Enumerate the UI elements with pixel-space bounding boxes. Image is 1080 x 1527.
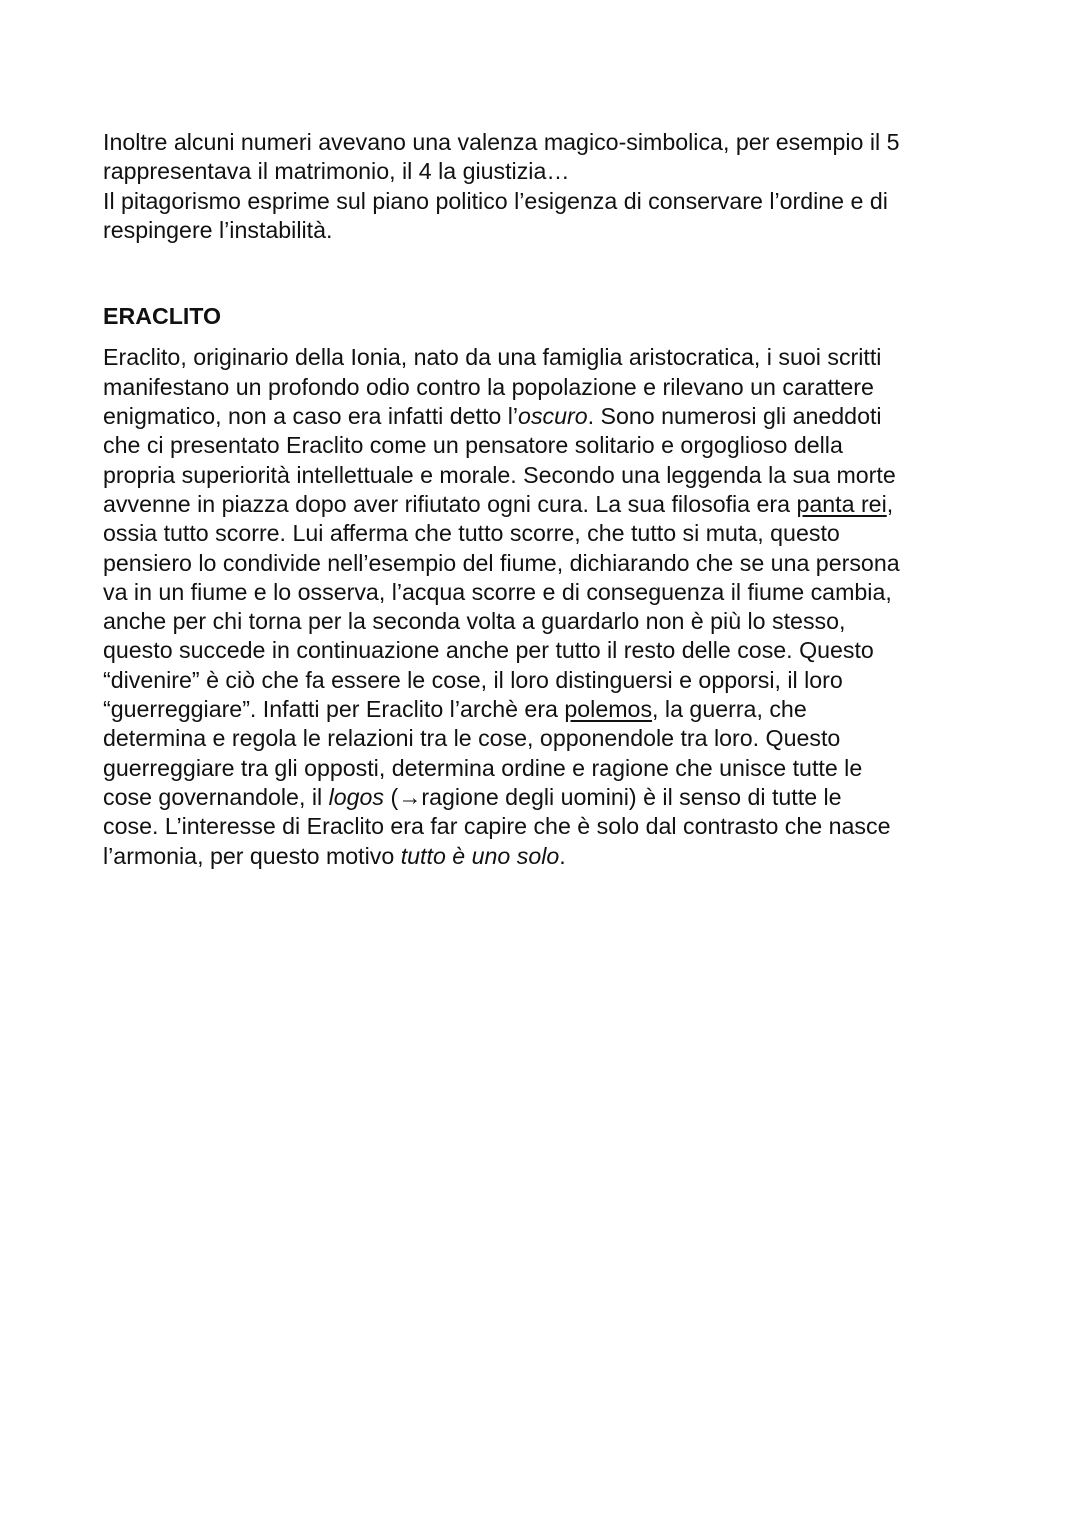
section-heading: ERACLITO	[103, 303, 222, 330]
text-run: l’armonia, per questo motivo	[103, 842, 401, 869]
italic-term-oscuro: oscuro	[518, 403, 588, 430]
text-run: cose governandole, il	[103, 783, 329, 810]
text-line: guerreggiare tra gli opposti, determina ordine e ragione che unisce tutte le	[103, 754, 863, 781]
underlined-term-polemos: polemos	[564, 696, 653, 723]
text-line: Inoltre alcuni numeri avevano una valenza magico-simbolica, per esempio il 5	[103, 129, 900, 155]
text-line	[103, 402, 993, 431]
underlined-term-panta-rei: panta rei	[796, 490, 887, 517]
text-line: Eraclito, originario della Ionia, nato da una famiglia aristocratica, i suoi scritti	[103, 344, 882, 371]
text-run: ,	[886, 490, 894, 517]
text-line	[103, 490, 993, 519]
eraclito-paragraph	[103, 343, 993, 870]
italic-term-logos: logos	[328, 783, 385, 810]
text-line: questo succede in continuazione anche per tutto il resto delle cose. Questo	[103, 637, 874, 664]
text-run: “guerreggiare”. Infatti per Eraclito l’archè era	[103, 696, 565, 723]
text-line: propria superiorità intellettuale e morale. Secondo una leggenda la sua morte	[103, 461, 896, 488]
text-line	[103, 783, 993, 812]
text-line: respingere l’instabilità.	[103, 216, 333, 243]
text-run: avvenne in piazza dopo aver rifiutato ogni cura. La sua filosofia era	[103, 490, 797, 517]
intro-paragraph	[103, 128, 993, 245]
text-run: (→ragione degli uomini) è il senso di tutte le	[384, 783, 842, 810]
italic-phrase-tutto-e-uno-solo: tutto è uno solo	[400, 842, 560, 869]
text-line: determina e regola le relazioni tra le cose, opponendole tra loro. Questo	[103, 725, 841, 752]
text-line: ossia tutto scorre. Lui afferma che tutto scorre, che tutto si muta, questo	[103, 520, 840, 547]
document-page	[103, 128, 993, 871]
text-run: , la guerra, che	[652, 696, 807, 723]
text-line: va in un fiume e lo osserva, l’acqua scorre e di conseguenza il fiume cambia,	[103, 578, 892, 605]
text-line: anche per chi torna per la seconda volta a guardarlo non è più lo stesso,	[103, 608, 846, 635]
text-line: cose. L’interesse di Eraclito era far capire che è solo dal contrasto che nasce	[103, 813, 891, 840]
text-line: Il pitagorismo esprime sul piano politico l’esigenza di conservare l’ordine e di	[103, 187, 888, 214]
text-line	[103, 695, 993, 724]
text-line	[103, 842, 993, 871]
text-line: “divenire” è ciò che fa essere le cose, il loro distinguersi e opporsi, il loro	[103, 666, 843, 693]
text-run: enigmatico, non a caso era infatti detto l’	[103, 403, 519, 430]
text-run: .	[559, 842, 566, 869]
text-line: pensiero lo condivide nell’esempio del fiume, dichiarando che se una persona	[103, 549, 900, 576]
text-line: manifestano un profondo odio contro la popolazione e rilevano un carattere	[103, 373, 874, 400]
text-run: . Sono numerosi gli aneddoti	[587, 403, 882, 430]
text-line: rappresentava il matrimonio, il 4 la giustizia…	[103, 158, 570, 185]
text-line: che ci presentato Eraclito come un pensatore solitario e orgoglioso della	[103, 432, 843, 459]
